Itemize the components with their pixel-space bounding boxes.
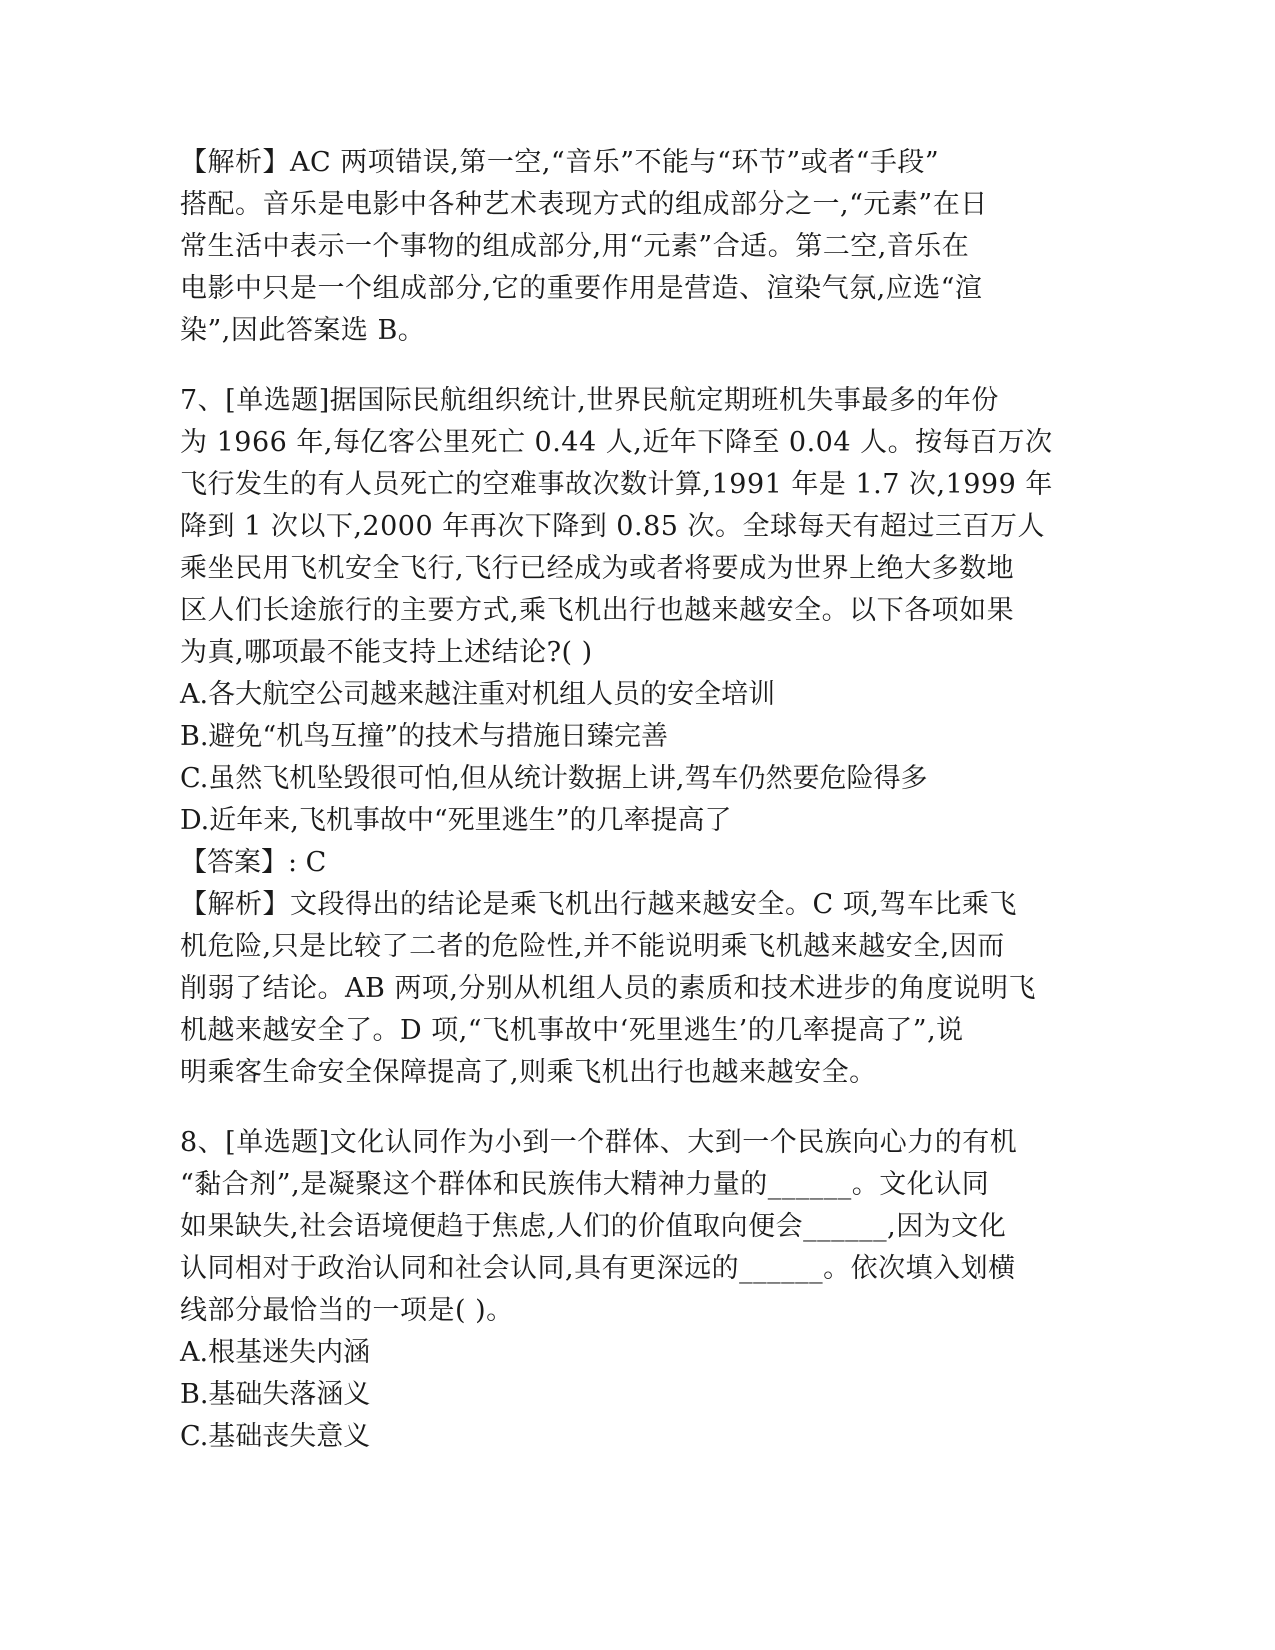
analysis-line: 削弱了结论。AB 两项,分别从机组人员的素质和技术进步的角度说明飞 <box>180 973 1037 1004</box>
option-d: D.近年来,飞机事故中“死里逃生”的几率提高了 <box>180 805 732 836</box>
question-stem-line: 8、[单选题]文化认同作为小到一个群体、大到一个民族向心力的有机 <box>180 1127 1018 1158</box>
question-stem-line: “黏合剂”,是凝聚这个群体和民族伟大精神力量的______。文化认同 <box>180 1169 990 1200</box>
analysis-line: 【解析】AC 两项错误,第一空,“音乐”不能与“环节”或者“手段” <box>180 147 940 178</box>
question-stem-line: 7、[单选题]据国际民航组织统计,世界民航定期班机失事最多的年份 <box>180 385 999 416</box>
answer: 【答案】: C <box>180 847 327 878</box>
analysis-q6 <box>180 142 1040 352</box>
question-8 <box>180 1122 1040 1458</box>
question-stem-line: 区人们长途旅行的主要方式,乘飞机出行也越来越安全。以下各项如果 <box>180 595 1015 626</box>
analysis-line: 明乘客生命安全保障提高了,则乘飞机出行也越来越安全。 <box>180 1057 877 1088</box>
spacer <box>180 1094 1040 1122</box>
analysis-line: 电影中只是一个组成部分,它的重要作用是营造、渲染气氛,应选“渲 <box>180 273 983 304</box>
option-a: A.各大航空公司越来越注重对机组人员的安全培训 <box>180 679 776 710</box>
analysis-line: 机越来越安全了。D 项,“飞机事故中‘死里逃生’的几率提高了”,说 <box>180 1015 964 1046</box>
question-7 <box>180 380 1053 1094</box>
question-stem-line: 为 1966 年,每亿客公里死亡 0.44 人,近年下降至 0.04 人。按每百万次 <box>180 427 1053 458</box>
question-stem-line: 飞行发生的有人员死亡的空难事故次数计算,1991 年是 1.7 次,1999 年 <box>180 469 1053 500</box>
question-stem-line: 为真,哪项最不能支持上述结论?( ) <box>180 637 593 668</box>
analysis-line: 机危险,只是比较了二者的危险性,并不能说明乘飞机越来越安全,因而 <box>180 931 1005 962</box>
analysis-line: 染”,因此答案选 B。 <box>180 315 426 346</box>
option-a: A.根基迷失内涵 <box>180 1337 371 1368</box>
question-stem-line: 降到 1 次以下,2000 年再次下降到 0.85 次。全球每天有超过三百万人 <box>180 511 1046 542</box>
analysis-line: 常生活中表示一个事物的组成部分,用“元素”合适。第二空,音乐在 <box>180 231 970 262</box>
question-stem-line: 认同相对于政治认同和社会认同,具有更深远的______。依次填入划横 <box>180 1253 1016 1284</box>
question-stem-line: 乘坐民用飞机安全飞行,飞行已经成为或者将要成为世界上绝大多数地 <box>180 553 1015 584</box>
option-b: B.避免“机鸟互撞”的技术与措施日臻完善 <box>180 721 669 752</box>
spacer <box>180 352 1040 380</box>
analysis-line: 【解析】文段得出的结论是乘飞机出行越来越安全。C 项,驾车比乘飞 <box>180 889 1017 920</box>
document-page <box>180 142 1053 1458</box>
question-stem-line: 如果缺失,社会语境便趋于焦虑,人们的价值取向便会______,因为文化 <box>180 1211 1007 1242</box>
analysis-line: 搭配。音乐是电影中各种艺术表现方式的组成部分之一,“元素”在日 <box>180 189 988 220</box>
option-b: B.基础失落涵义 <box>180 1379 371 1410</box>
option-c: C.基础丧失意义 <box>180 1421 371 1452</box>
question-stem-line: 线部分最恰当的一项是( )。 <box>180 1295 514 1326</box>
option-c: C.虽然飞机坠毁很可怕,但从统计数据上讲,驾车仍然要危险得多 <box>180 763 928 794</box>
